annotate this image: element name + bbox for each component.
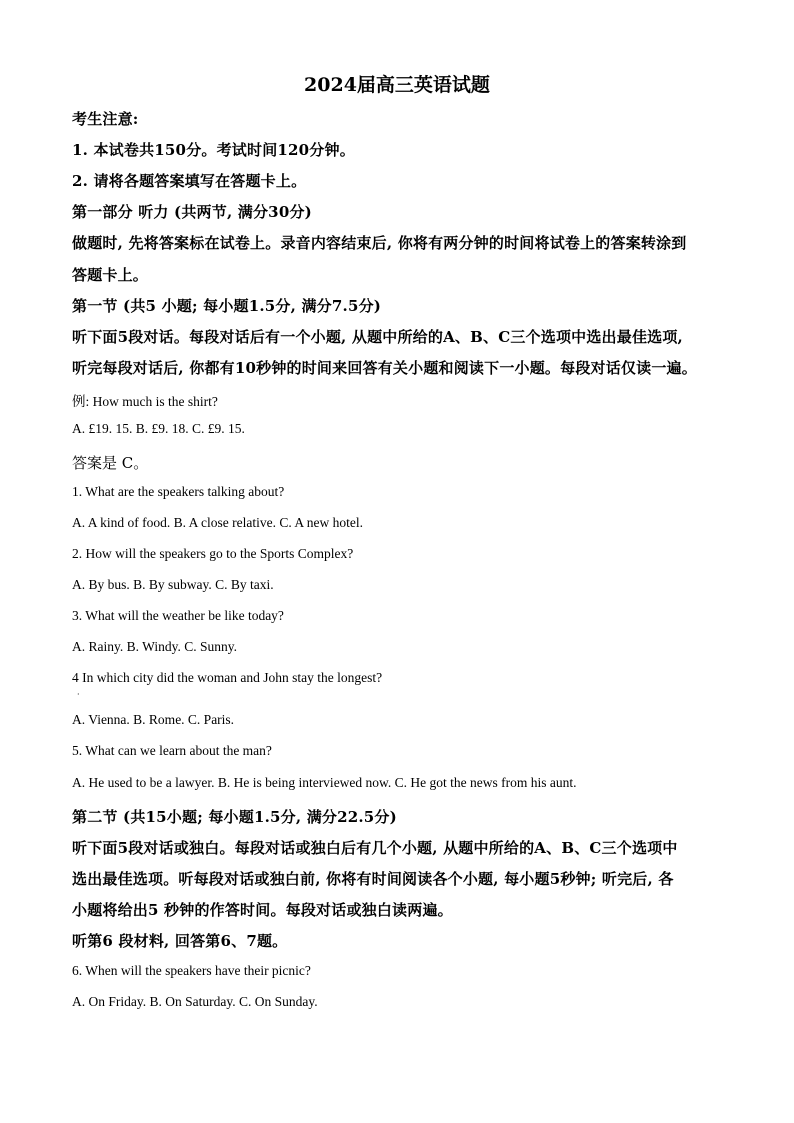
part1-header: 第一部分 听力 (共两节, 满分30分) (72, 203, 312, 221)
notice-header: 考生注意: (72, 110, 139, 128)
section2-header: 第二节 (共15小题; 每小题1.5分, 满分22.5分) (72, 808, 397, 826)
question-4-options: A. Vienna. B. Rome. C. Paris. (72, 712, 235, 727)
question-5: 5. What can we learn about the man? (72, 743, 272, 758)
part1-instruction-line-2: 答题卡上。 (72, 266, 149, 284)
question-2-options: A. By bus. B. By subway. C. By taxi. (72, 577, 274, 592)
section2-instruction-line-2: 选出最佳选项。听每段对话或独白前, 你将有时间阅读各个小题, 每小题5秒钟; 听完后, 各 (72, 870, 674, 888)
example-answer: 答案是 C。 (72, 454, 149, 472)
question-6-options: A. On Friday. B. On Saturday. C. On Sunday. (72, 994, 318, 1009)
question-2: 2. How will the speakers go to the Sports Complex? (72, 546, 354, 561)
section1-header: 第一节 (共5 小题; 每小题1.5分, 满分7.5分) (72, 297, 382, 315)
passage6-header: 听第6 段材料, 回答第6、7题。 (72, 932, 288, 950)
question-3: 3. What will the weather be like today? (72, 608, 284, 623)
section2-instruction-line-1: 听下面5段对话或独白。每段对话或独白后有几个小题, 从题中所给的A、B、C三个选项中 (72, 839, 678, 857)
question-5-options: A. He used to be a lawyer. B. He is being interviewed now. C. He got the news from his aunt. (72, 775, 577, 790)
section1-instruction-line-1: 听下面5段对话。每段对话后有一个小题, 从题中所给的A、B、C三个选项中选出最佳选项, (72, 328, 683, 346)
page-title: 2024届高三英语试题 (304, 74, 490, 96)
stray-dot: · (77, 690, 80, 699)
notice-item-2: 2. 请将各题答案填写在答题卡上。 (72, 172, 307, 190)
notice-item-1: 1. 本试卷共150分。考试时间120分钟。 (72, 141, 355, 159)
question-1-options: A. A kind of food. B. A close relative. C. A new hotel. (72, 515, 363, 530)
question-6: 6. When will the speakers have their picnic? (72, 963, 311, 978)
question-3-options: A. Rainy. B. Windy. C. Sunny. (72, 639, 237, 654)
example-question: 例: How much is the shirt? (72, 394, 218, 409)
question-1: 1. What are the speakers talking about? (72, 484, 285, 499)
section2-instruction-line-3: 小题将给出5 秒钟的作答时间。每段对话或独白读两遍。 (72, 901, 453, 919)
section1-instruction-line-2: 听完每段对话后, 你都有10秒钟的时间来回答有关小题和阅读下一小题。每段对话仅读一遍。 (72, 359, 697, 377)
part1-instruction-line-1: 做题时, 先将答案标在试卷上。录音内容结束后, 你将有两分钟的时间将试卷上的答案转涂到 (72, 234, 687, 252)
question-4: 4 In which city did the woman and John stay the longest? (72, 670, 383, 685)
example-options: A. £19. 15. B. £9. 18. C. £9. 15. (72, 421, 245, 436)
